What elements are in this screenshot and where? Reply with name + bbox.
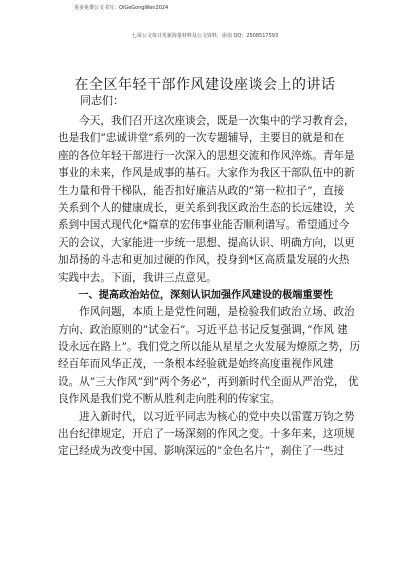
paragraph-line: 定已经成为改变中国、影响深远的”金色名片”，刹住了一些过 (58, 445, 345, 458)
paragraph-line: 实践中去。下面，我讲三点意见。 (58, 271, 217, 284)
paragraph-line: 加昂扬的斗志和更加过硬的作风，投身到*区高质量发展的火热 (58, 254, 350, 267)
paragraph-line: 今天，我们召开这次座谈会，既是一次集中的学习教育会， (58, 115, 355, 127)
paragraph-line: 设永远在路上”。我们党之所以能从星星之火发展为燎原之势，历 (58, 341, 360, 354)
paragraph-line: 方向、政治原则的”试金石”。习近平总书记反复强调，”作风 建 (58, 323, 348, 336)
paragraph-line: 经百年而风华正茂，一条根本经验就是始终高度重视作风建 (58, 358, 334, 371)
document-body (58, 113, 360, 461)
paragraph-line: 设。从”三大作风”到”两个务必”，再到新时代全面从严治党， 优 (58, 375, 359, 388)
paragraph-line: 关系到个人的健康成长，更关系到我区政治生态的长远建设，关 (58, 201, 355, 214)
paragraph-line: 出台纪律规定，开启了一场深刻的作风之变。十多年来，这项规 (58, 428, 355, 441)
paragraph-line: 座的各位年轻干部进行一次深入的思想交流和作风淬炼。青年是 (58, 149, 355, 162)
paragraph-line: 作风问题，本质上是党性问题，是检验我们政治立场、政治 (58, 306, 355, 319)
paragraph-line: 系到中国式现代化*篇章的宏伟事业能否顺利谱写。希望通过今 (58, 219, 350, 232)
paragraph-line: 也是我们”忠诚讲堂”系列的一次专题辅导，主要目的就是和在 (58, 132, 345, 145)
header-promo-text: 更多免费公文书写：QiGeGongWen2024 (74, 5, 169, 11)
document-title: 在全区年轻干部作风建设座谈会上的讲话 (74, 77, 336, 93)
header-notice-text: 七哥公文每日更新海量材料及公文资料，添加 QQ：2508517593 (131, 33, 279, 39)
paragraph-line: 进入新时代，以习近平同志为核心的党中央以雷霆万钧之势 (58, 410, 355, 423)
section-heading: 一、提高政治站位，深刻认识加强作风建设的极端重要性 (58, 289, 334, 301)
paragraph-line: 生力量和骨干梯队，能否扣好廉洁从政的”第一粒扣子”，直接 (58, 184, 345, 197)
paragraph-line: 天的会议，大家能进一步统一思想、提高认识、明确方向，以更 (58, 236, 355, 249)
paragraph-line: 事业的未来，作风是成事的基石。大家作为我区干部队伍中的新 (58, 167, 355, 180)
paragraph-line: 良作风是我们党不断从胜利走向胜利的传家宝。 (58, 393, 281, 406)
salutation: 同志们： (80, 94, 124, 107)
